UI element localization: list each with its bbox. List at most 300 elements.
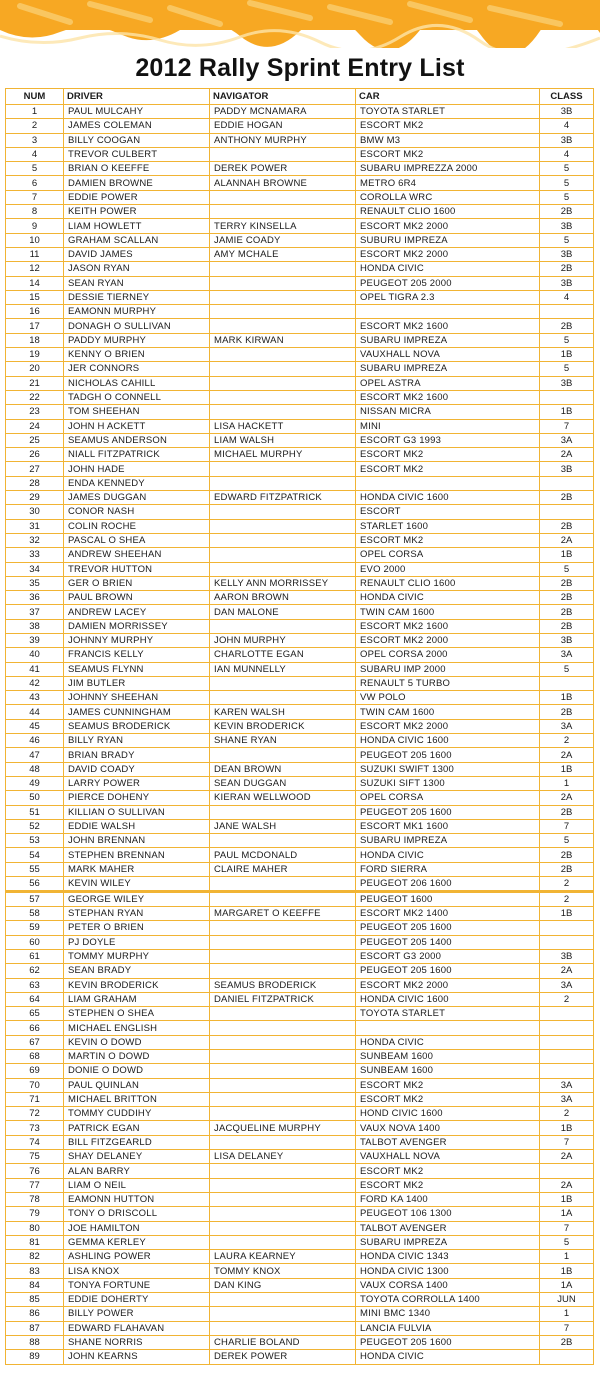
- cell-driver: ANDREW SHEEHAN: [64, 548, 210, 562]
- cell-navigator: JACQUELINE MURPHY: [210, 1121, 356, 1135]
- cell-num: 89: [6, 1350, 64, 1364]
- cell-class: 3A: [540, 978, 594, 992]
- cell-class: 3A: [540, 719, 594, 733]
- cell-navigator: [210, 1192, 356, 1206]
- cell-navigator: LAURA KEARNEY: [210, 1250, 356, 1264]
- table-row: [6, 333, 594, 347]
- cell-navigator: [210, 376, 356, 390]
- cell-car: ESCORT MK2 2000: [356, 633, 540, 647]
- cell-driver: EDWARD FLAHAVAN: [64, 1321, 210, 1335]
- cell-driver: PATRICK EGAN: [64, 1121, 210, 1135]
- cell-driver: SEAMUS BRODERICK: [64, 719, 210, 733]
- cell-car: RENAULT CLIO 1600: [356, 205, 540, 219]
- cell-num: 42: [6, 676, 64, 690]
- cell-driver: JER CONNORS: [64, 362, 210, 376]
- cell-driver: JOHN BRENNAN: [64, 834, 210, 848]
- banner-graphic: [0, 0, 600, 48]
- cell-navigator: [210, 949, 356, 963]
- cell-num: 15: [6, 290, 64, 304]
- cell-car: PEUGEOT 205 2000: [356, 276, 540, 290]
- cell-class: 1B: [540, 405, 594, 419]
- table-row: [6, 1007, 594, 1021]
- table-row: [6, 1050, 594, 1064]
- cell-class: 1: [540, 1307, 594, 1321]
- cell-car: HONDA CIVIC: [356, 1035, 540, 1049]
- cell-driver: JAMES DUGGAN: [64, 491, 210, 505]
- cell-navigator: DEREK POWER: [210, 1350, 356, 1364]
- cell-navigator: MICHAEL MURPHY: [210, 448, 356, 462]
- cell-num: 7: [6, 190, 64, 204]
- cell-num: 81: [6, 1235, 64, 1249]
- cell-driver: FRANCIS KELLY: [64, 648, 210, 662]
- cell-class: 2B: [540, 848, 594, 862]
- cell-car: ESCORT MK2: [356, 1164, 540, 1178]
- cell-driver: DAMIEN BROWNE: [64, 176, 210, 190]
- cell-car: SUBARU IMPREZA: [356, 333, 540, 347]
- cell-navigator: [210, 834, 356, 848]
- header-num: NUM: [6, 89, 64, 105]
- cell-class: [540, 305, 594, 319]
- cell-driver: PAUL QUINLAN: [64, 1078, 210, 1092]
- cell-driver: BRIAN O KEEFFE: [64, 162, 210, 176]
- cell-car: VAUX CORSA 1400: [356, 1278, 540, 1292]
- cell-navigator: KEVIN BRODERICK: [210, 719, 356, 733]
- cell-num: 39: [6, 633, 64, 647]
- cell-driver: JOHN H ACKETT: [64, 419, 210, 433]
- cell-class: 3B: [540, 276, 594, 290]
- entry-table-container: [5, 88, 593, 1365]
- cell-driver: BILL FITZGEARLD: [64, 1135, 210, 1149]
- table-row: [6, 619, 594, 633]
- table-row: [6, 1235, 594, 1249]
- cell-navigator: EDDIE HOGAN: [210, 119, 356, 133]
- cell-num: 74: [6, 1135, 64, 1149]
- cell-navigator: [210, 921, 356, 935]
- cell-driver: BILLY POWER: [64, 1307, 210, 1321]
- cell-car: ESCORT MK2 1600: [356, 390, 540, 404]
- cell-driver: LIAM O NEIL: [64, 1178, 210, 1192]
- cell-class: 3B: [540, 219, 594, 233]
- table-row: [6, 877, 594, 892]
- cell-navigator: [210, 1235, 356, 1249]
- cell-navigator: [210, 1007, 356, 1021]
- cell-class: 3B: [540, 949, 594, 963]
- cell-class: 5: [540, 662, 594, 676]
- cell-car: SUNBEAM 1600: [356, 1050, 540, 1064]
- cell-class: 2A: [540, 448, 594, 462]
- cell-driver: DESSIE TIERNEY: [64, 290, 210, 304]
- cell-driver: TADGH O CONNELL: [64, 390, 210, 404]
- cell-driver: SHAY DELANEY: [64, 1150, 210, 1164]
- cell-navigator: KAREN WALSH: [210, 705, 356, 719]
- cell-car: SUBARU IMPREZZA 2000: [356, 162, 540, 176]
- cell-class: 1B: [540, 548, 594, 562]
- cell-class: 2B: [540, 705, 594, 719]
- cell-class: 2A: [540, 1150, 594, 1164]
- table-row: [6, 419, 594, 433]
- cell-class: 5: [540, 162, 594, 176]
- cell-car: ESCORT MK2: [356, 1178, 540, 1192]
- cell-num: 71: [6, 1092, 64, 1106]
- cell-car: SUNBEAM 1600: [356, 1064, 540, 1078]
- cell-car: FORD SIERRA: [356, 862, 540, 876]
- cell-car: TOYOTA CORROLLA 1400: [356, 1293, 540, 1307]
- cell-driver: JOHNNY MURPHY: [64, 633, 210, 647]
- cell-driver: SEAN RYAN: [64, 276, 210, 290]
- cell-navigator: [210, 676, 356, 690]
- cell-car: VAUXHALL NOVA: [356, 348, 540, 362]
- table-row: [6, 935, 594, 949]
- cell-driver: DAMIEN MORRISSEY: [64, 619, 210, 633]
- table-row: [6, 1035, 594, 1049]
- cell-navigator: [210, 476, 356, 490]
- cell-navigator: IAN MUNNELLY: [210, 662, 356, 676]
- cell-num: 54: [6, 848, 64, 862]
- cell-car: PEUGEOT 106 1300: [356, 1207, 540, 1221]
- cell-num: 24: [6, 419, 64, 433]
- table-row: [6, 1192, 594, 1206]
- cell-navigator: [210, 390, 356, 404]
- cell-class: [540, 476, 594, 490]
- cell-num: 12: [6, 262, 64, 276]
- cell-car: RENAULT CLIO 1600: [356, 576, 540, 590]
- cell-class: 4: [540, 147, 594, 161]
- cell-car: PEUGEOT 205 1600: [356, 805, 540, 819]
- table-row: [6, 262, 594, 276]
- cell-driver: BILLY RYAN: [64, 734, 210, 748]
- cell-num: 79: [6, 1207, 64, 1221]
- cell-navigator: PAUL MCDONALD: [210, 848, 356, 862]
- cell-driver: NICHOLAS CAHILL: [64, 376, 210, 390]
- cell-driver: EAMONN MURPHY: [64, 305, 210, 319]
- table-row: [6, 1092, 594, 1106]
- cell-navigator: DAN KING: [210, 1278, 356, 1292]
- cell-navigator: [210, 1207, 356, 1221]
- table-row: [6, 348, 594, 362]
- table-row: [6, 1221, 594, 1235]
- cell-class: 5: [540, 362, 594, 376]
- cell-num: 69: [6, 1064, 64, 1078]
- cell-num: 34: [6, 562, 64, 576]
- cell-car: [356, 1021, 540, 1035]
- cell-car: HONDA CIVIC 1300: [356, 1264, 540, 1278]
- table-row: [6, 1135, 594, 1149]
- cell-navigator: [210, 305, 356, 319]
- cell-class: 2B: [540, 262, 594, 276]
- table-row: [6, 1178, 594, 1192]
- table-row: [6, 505, 594, 519]
- table-row: [6, 519, 594, 533]
- cell-navigator: [210, 1035, 356, 1049]
- cell-class: 3B: [540, 633, 594, 647]
- cell-navigator: [210, 748, 356, 762]
- cell-num: 77: [6, 1178, 64, 1192]
- cell-car: ESCORT G3 1993: [356, 433, 540, 447]
- header-driver: DRIVER: [64, 89, 210, 105]
- cell-driver: SHANE NORRIS: [64, 1335, 210, 1349]
- cell-navigator: AARON BROWN: [210, 591, 356, 605]
- cell-navigator: [210, 290, 356, 304]
- table-row: [6, 205, 594, 219]
- cell-car: ESCORT MK2: [356, 119, 540, 133]
- cell-class: 7: [540, 419, 594, 433]
- cell-driver: KEVIN WILEY: [64, 877, 210, 892]
- cell-num: 36: [6, 591, 64, 605]
- cell-navigator: [210, 619, 356, 633]
- cell-driver: JIM BUTLER: [64, 676, 210, 690]
- cell-driver: STEPHEN BRENNAN: [64, 848, 210, 862]
- cell-num: 23: [6, 405, 64, 419]
- cell-navigator: [210, 1107, 356, 1121]
- cell-driver: ASHLING POWER: [64, 1250, 210, 1264]
- cell-num: 33: [6, 548, 64, 562]
- cell-car: HONDA CIVIC 1600: [356, 734, 540, 748]
- cell-driver: TONYA FORTUNE: [64, 1278, 210, 1292]
- cell-car: OPEL CORSA: [356, 548, 540, 562]
- cell-class: 2B: [540, 519, 594, 533]
- cell-num: 80: [6, 1221, 64, 1235]
- table-row: [6, 1335, 594, 1349]
- cell-num: 62: [6, 964, 64, 978]
- table-row: [6, 992, 594, 1006]
- cell-driver: JOHN HADE: [64, 462, 210, 476]
- cell-num: 83: [6, 1264, 64, 1278]
- table-row: [6, 862, 594, 876]
- cell-class: 2: [540, 892, 594, 907]
- cell-class: 2B: [540, 491, 594, 505]
- cell-num: 40: [6, 648, 64, 662]
- cell-num: 84: [6, 1278, 64, 1292]
- cell-num: 11: [6, 247, 64, 261]
- cell-car: ESCORT MK2: [356, 462, 540, 476]
- cell-class: 2B: [540, 1335, 594, 1349]
- cell-num: 87: [6, 1321, 64, 1335]
- cell-class: 3B: [540, 133, 594, 147]
- table-row: [6, 1150, 594, 1164]
- cell-class: 1B: [540, 691, 594, 705]
- cell-num: 16: [6, 305, 64, 319]
- cell-driver: JASON RYAN: [64, 262, 210, 276]
- cell-driver: LARRY POWER: [64, 776, 210, 790]
- cell-driver: STEPHAN RYAN: [64, 907, 210, 921]
- cell-driver: PIERCE DOHENY: [64, 791, 210, 805]
- cell-class: 1A: [540, 1207, 594, 1221]
- cell-class: 2: [540, 992, 594, 1006]
- cell-num: 61: [6, 949, 64, 963]
- table-row: [6, 591, 594, 605]
- entry-table: [5, 88, 594, 1365]
- cell-num: 19: [6, 348, 64, 362]
- cell-navigator: [210, 190, 356, 204]
- cell-car: PEUGEOT 205 1600: [356, 748, 540, 762]
- table-row: [6, 305, 594, 319]
- cell-car: ESCORT MK2 1400: [356, 907, 540, 921]
- cell-navigator: [210, 1135, 356, 1149]
- cell-car: EVO 2000: [356, 562, 540, 576]
- cell-driver: DAVID JAMES: [64, 247, 210, 261]
- cell-num: 45: [6, 719, 64, 733]
- cell-driver: KENNY O BRIEN: [64, 348, 210, 362]
- table-row: [6, 1321, 594, 1335]
- table-row: [6, 892, 594, 907]
- cell-class: 2A: [540, 748, 594, 762]
- cell-num: 67: [6, 1035, 64, 1049]
- cell-car: TWIN CAM 1600: [356, 605, 540, 619]
- cell-driver: TOM SHEEHAN: [64, 405, 210, 419]
- cell-driver: COLIN ROCHE: [64, 519, 210, 533]
- cell-num: 35: [6, 576, 64, 590]
- cell-navigator: LISA HACKETT: [210, 419, 356, 433]
- cell-driver: PADDY MURPHY: [64, 333, 210, 347]
- cell-car: ESCORT MK2 1600: [356, 619, 540, 633]
- cell-navigator: [210, 519, 356, 533]
- cell-class: JUN: [540, 1293, 594, 1307]
- table-row: [6, 1250, 594, 1264]
- table-row: [6, 1064, 594, 1078]
- cell-driver: TREVOR HUTTON: [64, 562, 210, 576]
- cell-car: OPEL CORSA 2000: [356, 648, 540, 662]
- cell-car: ESCORT MK2: [356, 1078, 540, 1092]
- cell-driver: ENDA KENNEDY: [64, 476, 210, 490]
- table-row: [6, 1207, 594, 1221]
- table-row: [6, 907, 594, 921]
- table-row: [6, 247, 594, 261]
- cell-driver: NIALL FITZPATRICK: [64, 448, 210, 462]
- cell-car: ESCORT MK2 2000: [356, 219, 540, 233]
- table-row: [6, 662, 594, 676]
- cell-num: 49: [6, 776, 64, 790]
- cell-num: 86: [6, 1307, 64, 1321]
- cell-num: 46: [6, 734, 64, 748]
- cell-navigator: [210, 147, 356, 161]
- cell-class: 3B: [540, 105, 594, 119]
- table-row: [6, 705, 594, 719]
- table-row: [6, 1278, 594, 1292]
- cell-navigator: [210, 533, 356, 547]
- header-class: CLASS: [540, 89, 594, 105]
- table-row: [6, 1264, 594, 1278]
- cell-car: OPEL TIGRA 2.3: [356, 290, 540, 304]
- cell-car: [356, 305, 540, 319]
- cell-num: 82: [6, 1250, 64, 1264]
- cell-navigator: CHARLOTTE EGAN: [210, 648, 356, 662]
- cell-navigator: SEAN DUGGAN: [210, 776, 356, 790]
- cell-num: 4: [6, 147, 64, 161]
- cell-driver: BRIAN BRADY: [64, 748, 210, 762]
- cell-class: 2B: [540, 605, 594, 619]
- cell-navigator: [210, 892, 356, 907]
- cell-num: 18: [6, 333, 64, 347]
- table-row: [6, 633, 594, 647]
- cell-car: MINI: [356, 419, 540, 433]
- cell-num: 2: [6, 119, 64, 133]
- cell-driver: GEORGE WILEY: [64, 892, 210, 907]
- cell-num: 25: [6, 433, 64, 447]
- cell-navigator: JOHN MURPHY: [210, 633, 356, 647]
- cell-navigator: [210, 362, 356, 376]
- cell-navigator: [210, 319, 356, 333]
- cell-class: [540, 505, 594, 519]
- cell-navigator: MARGARET O KEEFFE: [210, 907, 356, 921]
- cell-navigator: [210, 405, 356, 419]
- cell-num: 28: [6, 476, 64, 490]
- cell-num: 66: [6, 1021, 64, 1035]
- cell-class: 1B: [540, 1264, 594, 1278]
- cell-num: 75: [6, 1150, 64, 1164]
- cell-driver: LIAM HOWLETT: [64, 219, 210, 233]
- cell-car: SUBARU IMPREZA: [356, 834, 540, 848]
- cell-class: [540, 1064, 594, 1078]
- cell-navigator: SHANE RYAN: [210, 734, 356, 748]
- cell-class: 1: [540, 776, 594, 790]
- table-row: [6, 162, 594, 176]
- cell-car: SUBARU IMPREZA: [356, 1235, 540, 1249]
- cell-driver: DONIE O DOWD: [64, 1064, 210, 1078]
- cell-car: ESCORT MK2 2000: [356, 719, 540, 733]
- header-car: CAR: [356, 89, 540, 105]
- cell-num: 26: [6, 448, 64, 462]
- cell-navigator: JAMIE COADY: [210, 233, 356, 247]
- table-row: [6, 190, 594, 204]
- cell-driver: JOHNNY SHEEHAN: [64, 691, 210, 705]
- cell-driver: TOMMY MURPHY: [64, 949, 210, 963]
- table-row: [6, 105, 594, 119]
- cell-navigator: JANE WALSH: [210, 819, 356, 833]
- cell-num: 58: [6, 907, 64, 921]
- cell-navigator: AMY MCHALE: [210, 247, 356, 261]
- cell-driver: GEMMA KERLEY: [64, 1235, 210, 1249]
- cell-class: [540, 1164, 594, 1178]
- cell-num: 65: [6, 1007, 64, 1021]
- cell-num: 37: [6, 605, 64, 619]
- cell-driver: STEPHEN O SHEA: [64, 1007, 210, 1021]
- table-row: [6, 921, 594, 935]
- cell-driver: GER O BRIEN: [64, 576, 210, 590]
- cell-navigator: TERRY KINSELLA: [210, 219, 356, 233]
- cell-class: 2A: [540, 964, 594, 978]
- cell-num: 64: [6, 992, 64, 1006]
- cell-car: ESCORT MK2: [356, 448, 540, 462]
- cell-navigator: [210, 805, 356, 819]
- cell-navigator: [210, 1021, 356, 1035]
- cell-num: 53: [6, 834, 64, 848]
- cell-num: 27: [6, 462, 64, 476]
- cell-class: [540, 1035, 594, 1049]
- cell-num: 48: [6, 762, 64, 776]
- cell-car: ESCORT MK2: [356, 147, 540, 161]
- cell-class: 5: [540, 1235, 594, 1249]
- cell-num: 55: [6, 862, 64, 876]
- cell-driver: EDDIE DOHERTY: [64, 1293, 210, 1307]
- cell-num: 52: [6, 819, 64, 833]
- cell-class: 2B: [540, 862, 594, 876]
- table-row: [6, 1121, 594, 1135]
- cell-navigator: CHARLIE BOLAND: [210, 1335, 356, 1349]
- cell-class: 7: [540, 1221, 594, 1235]
- cell-navigator: [210, 462, 356, 476]
- cell-num: 70: [6, 1078, 64, 1092]
- cell-car: HONDA CIVIC 1600: [356, 491, 540, 505]
- cell-driver: DONAGH O SULLIVAN: [64, 319, 210, 333]
- cell-driver: TOMMY CUDDIHY: [64, 1107, 210, 1121]
- table-row: [6, 1078, 594, 1092]
- table-row: [6, 834, 594, 848]
- cell-navigator: SEAMUS BRODERICK: [210, 978, 356, 992]
- cell-driver: EDDIE WALSH: [64, 819, 210, 833]
- cell-class: 3B: [540, 376, 594, 390]
- cell-navigator: [210, 276, 356, 290]
- cell-driver: EDDIE POWER: [64, 190, 210, 204]
